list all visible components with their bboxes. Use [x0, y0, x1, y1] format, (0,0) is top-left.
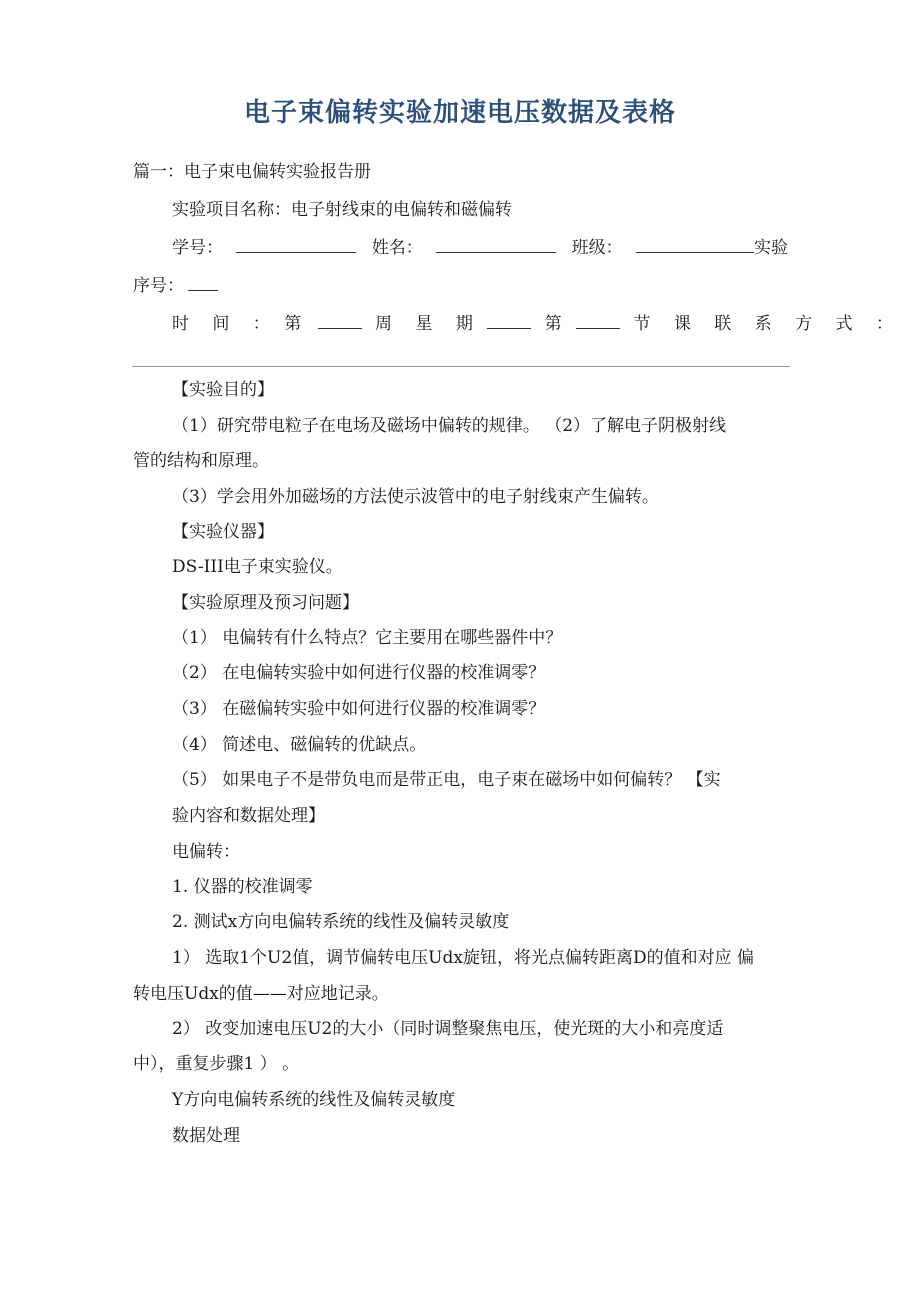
week-label: 周 星 期 — [375, 314, 482, 334]
time-line — [172, 312, 902, 336]
experiment-label: 实验 — [754, 238, 789, 258]
period-blank[interactable] — [576, 312, 620, 329]
week-blank[interactable] — [318, 312, 362, 329]
name-label: 姓名： — [371, 238, 423, 258]
time-label: 时 间 ： — [172, 314, 279, 334]
weekday-blank[interactable] — [487, 312, 531, 329]
step-2: 2. 测试x方向电偏转系统的线性及偏转灵敏度 — [172, 912, 510, 932]
student-info-line — [172, 236, 788, 260]
substep-2-cont: 中），重复步骤1 ） 。 — [133, 1054, 300, 1074]
section-heading: 篇一：电子束电偏转实验报告册 — [133, 162, 371, 182]
seq-line — [133, 274, 218, 298]
y-direction: Y方向电偏转系统的线性及偏转灵敏度 — [172, 1090, 456, 1110]
di-label-1: 第 — [284, 314, 311, 334]
question-1: （1） 电偏转有什么特点？它主要用在哪些器件中？ — [172, 628, 563, 648]
purpose-heading: 【实验目的】 — [172, 380, 274, 400]
project-name: 实验项目名称：电子射线束的电偏转和磁偏转 — [172, 200, 512, 220]
content-heading: 验内容和数据处理】 — [172, 806, 325, 826]
instrument-heading: 【实验仪器】 — [172, 522, 274, 542]
electric-deflection: 电偏转： — [172, 842, 240, 862]
data-processing: 数据处理 — [172, 1126, 240, 1146]
question-4: （4） 简述电、磁偏转的优缺点。 — [172, 735, 427, 755]
substep-2: 2） 改变加速电压U2的大小（同时调整聚焦电压，使光斑的大小和亮度适 — [172, 1019, 724, 1039]
purpose-item-1: （1）研究带电粒子在电场及磁场中偏转的规律。 （2）了解电子阴极射线 — [172, 416, 727, 436]
seq-blank[interactable] — [188, 274, 218, 291]
class-label: 班级： — [571, 238, 623, 258]
contact-label: 节 课 联 系 方 式 ： — [633, 314, 902, 334]
step-1: 1. 仪器的校准调零 — [172, 877, 313, 897]
question-2: （2） 在电偏转实验中如何进行仪器的校准调零？ — [172, 663, 546, 683]
name-blank[interactable] — [436, 236, 556, 253]
divider-line — [132, 366, 790, 367]
di-label-2: 第 — [544, 314, 571, 334]
student-id-label: 学号： — [172, 238, 223, 258]
purpose-item-3: （3）学会用外加磁场的方法使示波管中的电子射线束产生偏转。 — [172, 487, 659, 507]
purpose-item-1-cont: 管的结构和原理。 — [133, 451, 269, 471]
question-5: （5） 如果电子不是带负电而是带正电，电子束在磁场中如何偏转？ 【实 — [172, 770, 721, 790]
instrument-text: DS-III电子束实验仪。 — [172, 557, 343, 577]
principle-heading: 【实验原理及预习问题】 — [172, 593, 359, 613]
student-id-blank[interactable] — [236, 236, 356, 253]
class-blank[interactable] — [636, 236, 754, 253]
question-3: （3） 在磁偏转实验中如何进行仪器的校准调零？ — [172, 699, 546, 719]
substep-1-cont: 转电压Udx的值——对应地记录。 — [133, 984, 389, 1004]
document-title: 电子束偏转实验加速电压数据及表格 — [243, 98, 676, 128]
seq-label: 序号： — [133, 276, 184, 296]
substep-1: 1） 选取1个U2值，调节偏转电压Udx旋钮，将光点偏转距离D的值和对应 偏 — [172, 948, 755, 968]
